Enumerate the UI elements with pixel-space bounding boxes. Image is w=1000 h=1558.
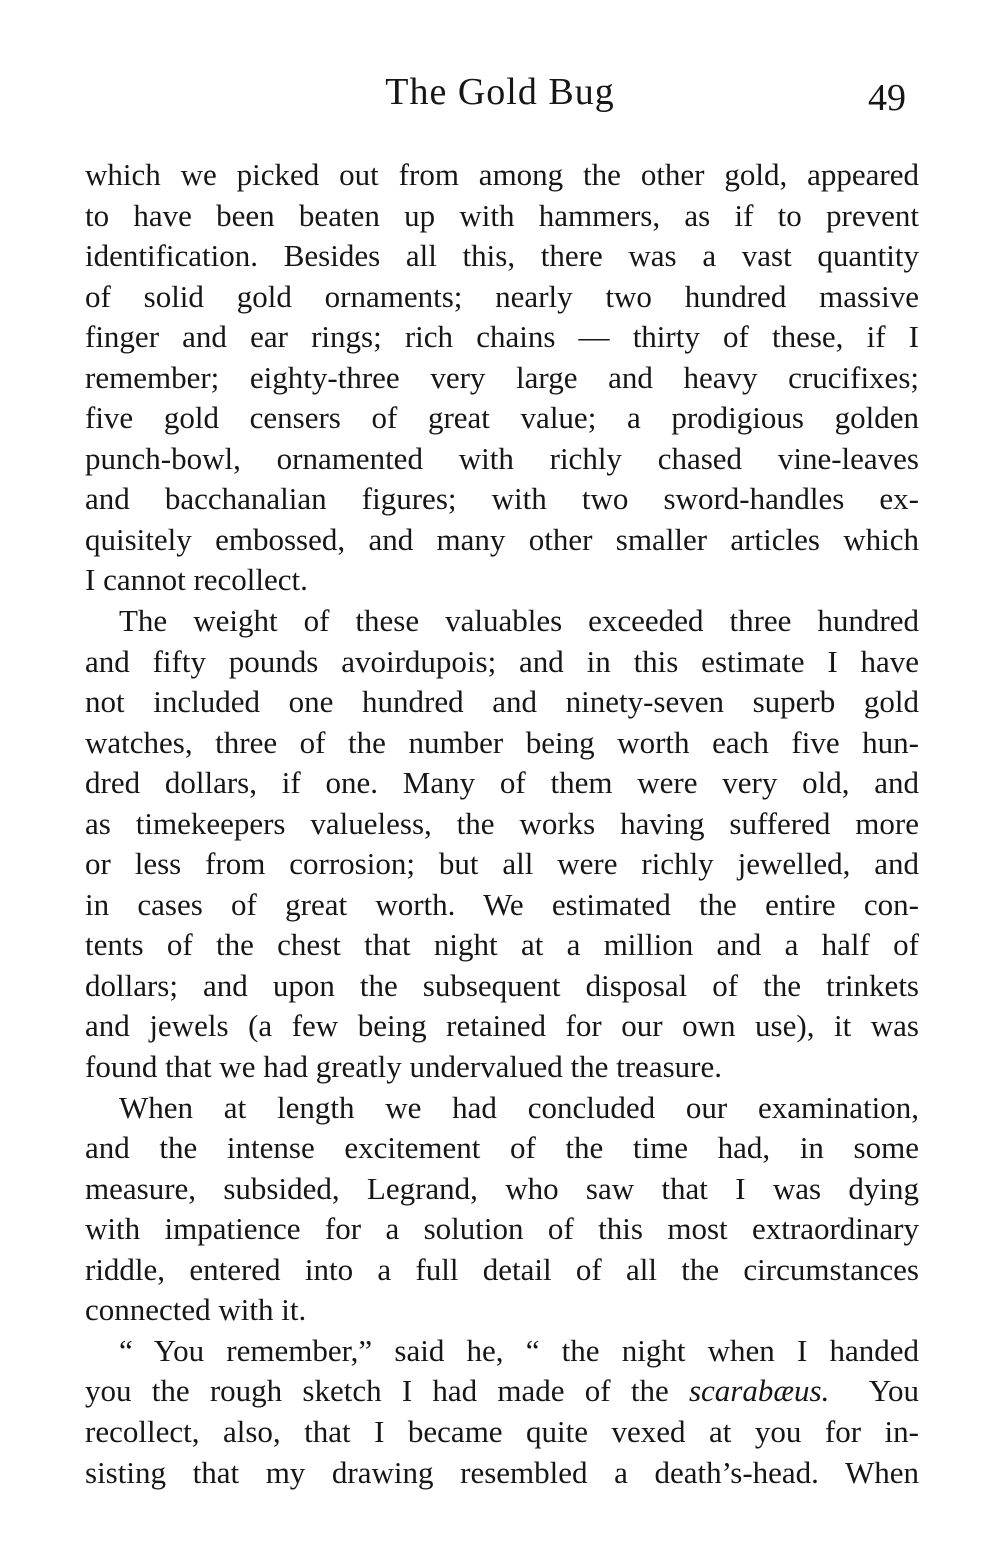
text-line: to have been beaten up with hammers, as if to prevent xyxy=(85,197,919,233)
text-line: riddle, entered into a full detail of all the circumstances xyxy=(85,1251,919,1287)
text-line: and the intense excitement of the time had, in some xyxy=(85,1130,919,1166)
text-segment: you the rough sketch I had made of the xyxy=(85,1373,689,1409)
text-line: The weight of these valuables exceeded three hundred xyxy=(119,603,919,639)
text-line: as timekeepers valueless, the works having suffered more xyxy=(85,805,919,841)
text-line: five gold censers of great value; a prodigious golden xyxy=(85,400,919,436)
text-line: which we picked out from among the other gold, appeared xyxy=(85,157,919,192)
text-line: and fifty pounds avoirdupois; and in this estimate I have xyxy=(85,643,919,679)
running-head: The Gold Bug xyxy=(385,71,615,113)
text-line: with impatience for a solution of this most extraordinary xyxy=(85,1211,919,1247)
text-line: of solid gold ornaments; nearly two hundred massive xyxy=(85,278,919,314)
text-line: When at length we had concluded our examination, xyxy=(119,1089,919,1125)
text-line: “ You remember,” said he, “ the night when I handed xyxy=(119,1332,919,1368)
body-text xyxy=(85,155,919,1493)
text-line: connected with it. xyxy=(85,1292,307,1328)
text-line: sisting that my drawing resembled a death’s-head. When xyxy=(85,1454,919,1490)
text-line: punch-bowl, ornamented with richly chased vine-leaves xyxy=(85,440,919,476)
text-line: in cases of great worth. We estimated the entire con- xyxy=(85,886,919,922)
text-line: dollars; and upon the subsequent disposal of the trinkets xyxy=(85,967,919,1003)
italic-word: scarabæus. xyxy=(688,1373,830,1409)
text-line: quisitely embossed, and many other smaller articles which xyxy=(85,521,919,557)
text-line: found that we had greatly undervalued the treasure. xyxy=(85,1049,722,1085)
text-line: watches, three of the number being worth each five hun- xyxy=(85,724,919,760)
text-line: or less from corrosion; but all were richly jewelled, and xyxy=(85,846,919,882)
text-line: I cannot recollect. xyxy=(85,562,308,598)
paragraph xyxy=(85,601,919,1088)
text-line: tents of the chest that night at a million and a half of xyxy=(85,927,919,963)
text-line: measure, subsided, Legrand, who saw that I was dying xyxy=(85,1170,919,1206)
text-line: recollect, also, that I became quite vexed at you for in- xyxy=(85,1413,919,1449)
text-line: remember; eighty-three very large and heavy crucifixes; xyxy=(85,359,919,395)
page-number: 49 xyxy=(868,77,906,119)
text-segment: You xyxy=(829,1373,919,1409)
text-line: not included one hundred and ninety-seven superb gold xyxy=(85,684,919,720)
text-line: identification. Besides all this, there was a vast quantity xyxy=(85,238,919,274)
text-line: dred dollars, if one. Many of them were very old, and xyxy=(85,765,919,801)
text-line: and jewels (a few being retained for our own use), it was xyxy=(85,1008,919,1044)
text-line xyxy=(85,1371,919,1412)
text-line: and bacchanalian figures; with two sword-handles ex- xyxy=(85,481,919,517)
paragraph xyxy=(85,155,919,601)
paragraph xyxy=(85,1331,919,1493)
text-line: finger and ear rings; rich chains — thirty of these, if I xyxy=(85,319,919,355)
paragraph xyxy=(85,1088,919,1331)
